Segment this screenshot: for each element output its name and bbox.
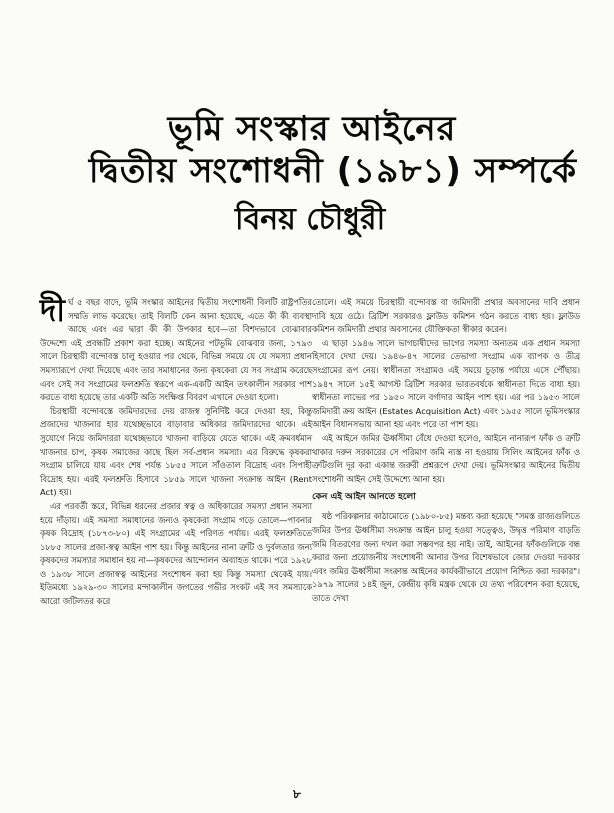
section-subheading: কেন এই আইন আনতে হলো — [312, 492, 416, 503]
author-byline: বিনয় চৌধুরী — [235, 202, 386, 237]
title-line-2: দ্বিতীয় সংশোধনী (১৯৮১) সম্পর্কে — [88, 151, 578, 191]
page-number: ৮ — [293, 787, 301, 801]
right-column — [312, 296, 580, 605]
right-paragraph-3: এই আইনে জমির ঊর্ধ্বসীমা বেঁধে দেওয়া হলেও, আইনে নানারূপ ফাঁক ও ত্রুটি থাকার দরুন সরকারের সে পরিমাণ জমি ন্যস্ত না হওয়ায় সিলিং আইনের ফাঁক ও ত্রুটিগুলি দূর করা একান্ত জরুরী প্রশ্নরূপে দেখা দেয়। ভূমিসংস্কার আইনের দ্বিতীয় সংশোধনী আইন সেই উদ্দেশ্যে আনা হয়। — [312, 432, 580, 484]
right-paragraph-2: এ ছাড়া ১৯৪৬ সালে ভাগচাষীদের ভাগের সমস্যা অন্যতম এক প্রধান সমস্যা হিসাবে দেখা দেয়। ১৯৪৬-৪৭ সালের তেভাগা সংগ্রাম এক ব্যাপক ও তীব্র সংগ্রামের রূপ নেয়। স্বাধীনতা সংগ্রামও এই সময়ে চূড়ান্ত পর্যায়ে এসে পৌঁছায়। ১৯৪৭ সালে ১৫ই আগস্ট ব্রিটিশ সরকার ভারতবর্ষকে স্বাধীনতা দিতে বাধ্য হয়। স্বাধীনতা লাভের পর ১৯৫০ সালে বর্গাদার আইন পাশ হয়। এর পর ১৯৫৩ সালে জমিদারী ক্রয় আইন (Estates Acquisition Act) এবং ১৯৫৫ সালে ভূমিসংস্কার আইন বিধানসভায় আনা হয় এবং পরে তা পাশ হয়। — [312, 337, 580, 430]
left-paragraph-3: এর পরবর্তী স্তরে, বিভিন্ন ধরনের প্রজার স্বত্ব ও অধিকারের সমস্যা প্রধান সমস্যা হয়ে দাঁড়ায়। এই সমস্যা সমাধানের জন্যও কৃষকেরা সংগ্রাম গড়ে তোলে—পাবনার কৃষক বিদ্রোহ (১৮৭৩-৮০) এই সংগ্রামের এই পরিণত পর্যায়। এরই ফলশ্রুতিতে ১৮৮৫ সালের প্রজা-স্বত্ব আইন পাশ হয়। কিন্তু আইনের নানা ত্রুটি ও দুর্বলতার জন্য কৃষকদের সমস্যার সমাধান হয় না—কৃষকদের আন্দোলন অব্যাহত থাকে। পরে ১৯২৮ ও ১৯৩৮ সালে প্রজাস্বত্ব আইনের সংশোধন করা হয় কিন্তু সমস্যা থেকেই যায়। ইতিমধ্যে ১৯২৯-৩০ সালের মন্দাকালীন জগতের গভীর সংকট এই সব সমস্যাকে আরো জটিলতর করে — [40, 500, 312, 607]
title-line-1: ভূমি সংস্কার আইনের — [167, 109, 457, 149]
drop-cap: দী — [40, 293, 66, 329]
left-column — [40, 293, 312, 609]
article-title — [0, 108, 614, 192]
left-paragraph-2: চিরস্থায়ী বন্দোবস্তে জমিদারদের দেয় রাজস্ব সুনির্দিষ্ট করে দেওয়া হয়, কিন্তু প্রজাদের খাজনার হার যথেচ্ছভাবে বাড়াবার অধিকার জমিদারদের থাকে। এই সুযোগে নিয়ে জমিদাররা যথেচ্ছভাবে খাজনা বাড়িয়ে যেতে থাকে। এই ক্রমবর্ধমান খাজনার চাপ, কৃষক সমাজের কাছে ছিল সর্ব-প্রধান সমস্যা। এর বিরুদ্ধে কৃষকরা সংগ্রাম চালিয়ে যায় এবং শেষ পর্যন্ত ১৮৫৫ সালে সাঁওতাল বিদ্রোহ এবং সিপাহী বিদ্রোহ হয়। এরই ফলশ্রুতি হিসাবে ১৮৫৯ সালে খাজনা সংক্রান্ত আইন (Rent Act) হয়। — [40, 405, 312, 498]
right-paragraph-1: তোলে। এই সময়ে চিরস্থায়ী বন্দোবস্ত বা জমিদারী প্রথার অবসানের দাবি প্রধান দাবি হয়ে ওঠে। ব্রিটিশ সরকারও ফ্লাউড কমিশন গঠন করতে বাধ্য হয়। ফ্লাউড কমিশন জমিদারী প্রথার অবসানের যৌক্তিকতা স্বীকার করেন। — [312, 297, 580, 335]
left-paragraph-1-text: র্ঘ ৫ বছর বাদে, ভূমি সংস্কার আইনের দ্বিতীয় সংশোধনী বিলটি রাষ্ট্রপতির সম্মতি লাভ করেছে। তাই বিলটি কেন আনা হয়েছে, এতে কী কী ব্যবস্থা আছে এবং এর দ্বারা কী কী উপকার হবে—তা বিশদভাবে ব্যেঝাবার উদ্দেশ্যে এই প্রবন্ধটি প্রকাশ করা হচ্ছে। আইনের পটভূমি বোঝবার জন্য, ১৭৯৩ সালে চিরস্থায়ী বন্দোবস্ত চালু হওয়ার পর থেকে, বিভিন্ন সময়ে যে যে সমস্যা প্রধান সমস্যারূপে দেখা দিয়েছে এবং তার সমাধানের জন্য কৃষকেরা যে সব সংগ্রাম করেছে এবং সেই সব সংগ্রামের ফলশ্রুতি স্বরূপে এক-একটি আইন তৎকালীন সরকার পাশ করতে বাধ্য হয়েছে তার একটি অতি সংক্ষিপ্ত বিবরণ এখানে দেওয়া হলো। — [40, 297, 312, 403]
left-paragraph-1 — [40, 293, 312, 405]
right-paragraph-4: ষষ্ঠ পরিকল্পনার কাঠামোতে (১৯৮০-৮৫) মন্তব্য করা হয়েছে "সমস্ত রাজ্যগুলিতে জমির উপর ঊর্ধ্বসীমা সংক্রান্ত আইন চালু হওয়া সত্ত্বেও, উদ্বৃত্ত পরিমাণ বাড়তি জমি বিতরণের জন্য দখল করা সম্ভবপর হয় নাই। তাই, আইনের ফাঁকগুলিকে বন্ধ করার জন্য প্রয়োজনীয় সংশোধনী আনার উপর বিশেষভাবে জোর দেওয়া দরকার এবং জমির ঊর্ধ্বসীমা সংক্রান্ত আইনের কার্যকরীভাবে প্রয়োগ নিশ্চিত করা দরকার"। ১৯৭৯ সালের ১৪ই জুন, কেন্দ্রীয় কৃষি মন্ত্রক থেকে যে তথ্য পরিবেশন করা হয়েছে, তাতে দেখা — [312, 511, 580, 603]
